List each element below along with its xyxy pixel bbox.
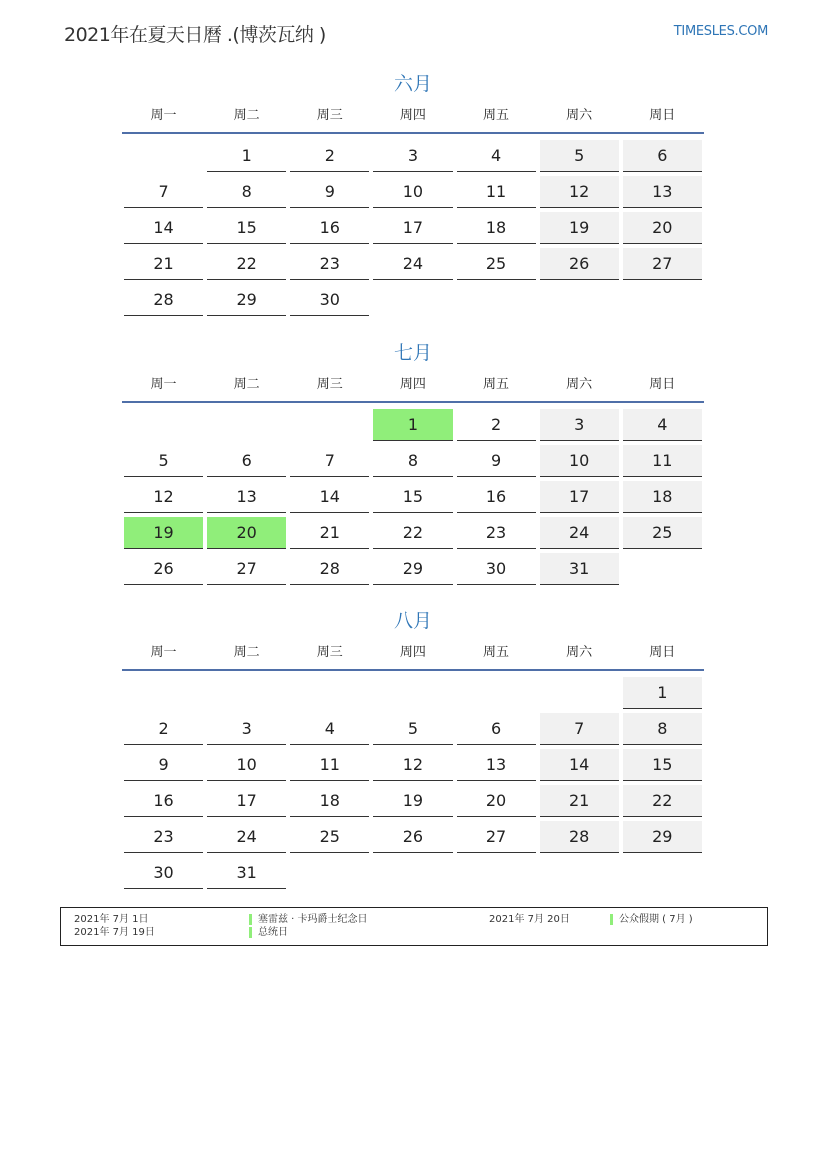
day-cell [288,443,371,479]
weekday-label: 周日 [649,377,676,392]
day-cell [371,407,454,443]
holiday-marker [249,927,252,938]
weekday-label: 周一 [150,377,177,392]
weekday-header [122,104,704,128]
day-number: 1 [623,677,702,709]
weekday-label: 周二 [233,645,260,660]
weekday-label: 周三 [316,645,343,660]
day-number: 13 [457,749,536,781]
weekday-label: 周六 [566,377,593,392]
day-grid [122,407,704,587]
weekday-label: 周日 [649,645,676,660]
holiday-day: 20 [207,517,286,549]
day-cell [122,479,205,515]
empty-cell [538,675,621,711]
weekday-label: 周日 [649,108,676,123]
day-cell [288,174,371,210]
day-cell [538,246,621,282]
day-number: 24 [540,517,619,549]
day-cell [288,138,371,174]
day-cell [538,407,621,443]
day-number: 7 [124,176,203,208]
day-cell [455,443,538,479]
day-cell [538,747,621,783]
day-number: 12 [540,176,619,208]
day-cell [205,855,288,891]
day-cell [371,551,454,587]
day-number: 5 [124,445,203,477]
day-number: 11 [623,445,702,477]
day-cell [371,138,454,174]
day-cell [455,747,538,783]
day-cell [371,515,454,551]
day-cell [205,174,288,210]
day-cell [288,783,371,819]
holiday-marker [610,914,613,925]
day-number: 21 [290,517,369,549]
day-number: 10 [540,445,619,477]
day-number: 10 [373,176,452,208]
day-number: 14 [540,749,619,781]
day-number: 12 [124,481,203,513]
day-number: 22 [623,785,702,817]
day-number: 21 [540,785,619,817]
day-cell [122,515,205,551]
day-cell [205,551,288,587]
holiday-day: 19 [124,517,203,549]
day-cell [205,282,288,318]
day-cell [122,819,205,855]
day-cell [288,711,371,747]
weekday-label: 周五 [483,108,510,123]
day-number: 13 [623,176,702,208]
day-number: 6 [207,445,286,477]
day-cell [455,210,538,246]
legend-date: 2021年 7月 20日 [489,914,570,925]
day-number: 23 [124,821,203,853]
day-number: 27 [207,553,286,585]
day-number: 14 [124,212,203,244]
day-number: 27 [457,821,536,853]
day-cell [122,551,205,587]
weekday-label: 周四 [399,108,426,123]
legend-holiday-name: 公众假期 ( 7月 ) [619,914,693,925]
day-number: 13 [207,481,286,513]
legend-holiday-name: 塞雷兹 · 卡玛爵士纪念日 [258,914,368,925]
day-cell [371,747,454,783]
day-number: 30 [290,284,369,316]
day-cell [371,479,454,515]
legend-date: 2021年 7月 19日 [74,927,155,938]
day-number: 23 [457,517,536,549]
day-cell [371,711,454,747]
day-cell [288,819,371,855]
day-number: 15 [207,212,286,244]
empty-cell [288,675,371,711]
month-title: 七月 [393,342,432,364]
empty-cell [122,675,205,711]
day-number: 26 [373,821,452,853]
day-number: 9 [290,176,369,208]
day-number: 18 [457,212,536,244]
empty-cell [122,407,205,443]
day-cell [621,819,704,855]
day-cell [455,407,538,443]
day-number: 2 [290,140,369,172]
day-cell [288,515,371,551]
weekday-label: 周三 [316,377,343,392]
day-cell [538,711,621,747]
day-cell [621,479,704,515]
day-cell [621,675,704,711]
month-title: 八月 [393,610,432,632]
day-cell [538,443,621,479]
day-cell [538,210,621,246]
day-number: 19 [540,212,619,244]
header-rule [122,401,704,403]
month-block [122,70,704,318]
holiday-day: 1 [373,409,452,441]
day-cell [205,819,288,855]
day-number: 22 [207,248,286,280]
day-cell [538,819,621,855]
holiday-legend [60,907,768,946]
day-number: 2 [124,713,203,745]
legend-date: 2021年 7月 1日 [74,914,149,925]
weekday-label: 周一 [150,108,177,123]
day-cell [205,210,288,246]
day-number: 18 [623,481,702,513]
day-cell [455,819,538,855]
day-number: 14 [290,481,369,513]
weekday-label: 周二 [233,108,260,123]
day-number: 28 [290,553,369,585]
day-cell [205,783,288,819]
day-cell [122,711,205,747]
day-number: 23 [290,248,369,280]
day-cell [205,479,288,515]
day-cell [621,174,704,210]
day-number: 19 [373,785,452,817]
day-cell [122,747,205,783]
day-number: 31 [207,857,286,889]
day-cell [371,819,454,855]
day-number: 3 [373,140,452,172]
day-cell [538,138,621,174]
day-cell [205,747,288,783]
day-number: 5 [373,713,452,745]
day-number: 24 [207,821,286,853]
day-number: 31 [540,553,619,585]
day-cell [371,783,454,819]
day-cell [371,443,454,479]
day-cell [455,246,538,282]
day-number: 20 [623,212,702,244]
day-number: 1 [207,140,286,172]
day-cell [538,515,621,551]
day-cell [122,783,205,819]
day-number: 15 [373,481,452,513]
day-number: 7 [540,713,619,745]
day-number: 27 [623,248,702,280]
day-cell [122,210,205,246]
weekday-label: 周二 [233,377,260,392]
day-number: 29 [207,284,286,316]
day-cell [205,515,288,551]
month-block [122,339,704,587]
day-cell [621,711,704,747]
day-cell [455,174,538,210]
day-number: 25 [623,517,702,549]
weekday-header [122,373,704,397]
month-title: 六月 [393,73,432,95]
day-cell [205,711,288,747]
day-number: 9 [124,749,203,781]
day-number: 12 [373,749,452,781]
header-rule [122,132,704,134]
day-grid [122,675,704,891]
legend-holiday-name: 总统日 [258,927,288,938]
day-number: 30 [457,553,536,585]
day-cell [288,282,371,318]
day-cell [371,210,454,246]
empty-cell [371,675,454,711]
day-number: 5 [540,140,619,172]
day-cell [538,174,621,210]
day-number: 29 [623,821,702,853]
day-cell [621,138,704,174]
day-number: 28 [124,284,203,316]
day-number: 20 [457,785,536,817]
day-number: 6 [457,713,536,745]
day-cell [371,246,454,282]
day-number: 11 [457,176,536,208]
day-number: 17 [373,212,452,244]
day-number: 16 [457,481,536,513]
day-number: 28 [540,821,619,853]
day-number: 17 [207,785,286,817]
empty-cell [205,675,288,711]
empty-cell [122,138,205,174]
day-cell [288,551,371,587]
weekday-label: 周三 [316,108,343,123]
day-cell [288,246,371,282]
empty-cell [288,407,371,443]
weekday-label: 周四 [399,645,426,660]
day-cell [122,246,205,282]
day-number: 8 [623,713,702,745]
day-cell [122,282,205,318]
day-number: 2 [457,409,536,441]
site-link[interactable]: TIMESLES.COM [673,24,768,39]
day-cell [288,747,371,783]
day-number: 24 [373,248,452,280]
day-number: 11 [290,749,369,781]
day-number: 16 [124,785,203,817]
day-cell [455,783,538,819]
empty-cell [205,407,288,443]
header-rule [122,669,704,671]
day-number: 4 [290,713,369,745]
day-number: 16 [290,212,369,244]
day-number: 4 [457,140,536,172]
day-number: 8 [373,445,452,477]
day-number: 7 [290,445,369,477]
day-number: 3 [540,409,619,441]
day-number: 29 [373,553,452,585]
day-cell [371,174,454,210]
day-number: 15 [623,749,702,781]
day-number: 3 [207,713,286,745]
day-cell [455,711,538,747]
day-cell [205,138,288,174]
weekday-label: 周六 [566,645,593,660]
day-grid [122,138,704,318]
day-number: 30 [124,857,203,889]
day-cell [122,855,205,891]
day-number: 9 [457,445,536,477]
day-number: 18 [290,785,369,817]
day-number: 6 [623,140,702,172]
weekday-header [122,641,704,665]
day-cell [122,174,205,210]
page-title: 2021年在夏天日曆 .(博茨瓦纳 ) [64,24,326,46]
day-cell [455,551,538,587]
empty-cell [455,675,538,711]
day-number: 10 [207,749,286,781]
day-number: 26 [124,553,203,585]
day-number: 8 [207,176,286,208]
day-number: 25 [457,248,536,280]
weekday-label: 周六 [566,108,593,123]
weekday-label: 周四 [399,377,426,392]
day-number: 25 [290,821,369,853]
day-number: 17 [540,481,619,513]
day-cell [538,479,621,515]
month-block [122,607,704,891]
day-cell [621,747,704,783]
day-cell [538,551,621,587]
day-cell [288,479,371,515]
day-number: 4 [623,409,702,441]
day-cell [122,443,205,479]
day-cell [455,138,538,174]
weekday-label: 周五 [483,645,510,660]
weekday-label: 周五 [483,377,510,392]
day-cell [621,443,704,479]
day-cell [455,479,538,515]
day-cell [205,443,288,479]
day-cell [288,210,371,246]
day-cell [621,515,704,551]
day-number: 26 [540,248,619,280]
day-cell [621,210,704,246]
day-cell [621,246,704,282]
day-number: 22 [373,517,452,549]
day-cell [621,783,704,819]
weekday-label: 周一 [150,645,177,660]
day-cell [455,515,538,551]
day-cell [621,407,704,443]
holiday-marker [249,914,252,925]
day-number: 21 [124,248,203,280]
day-cell [538,783,621,819]
day-cell [205,246,288,282]
